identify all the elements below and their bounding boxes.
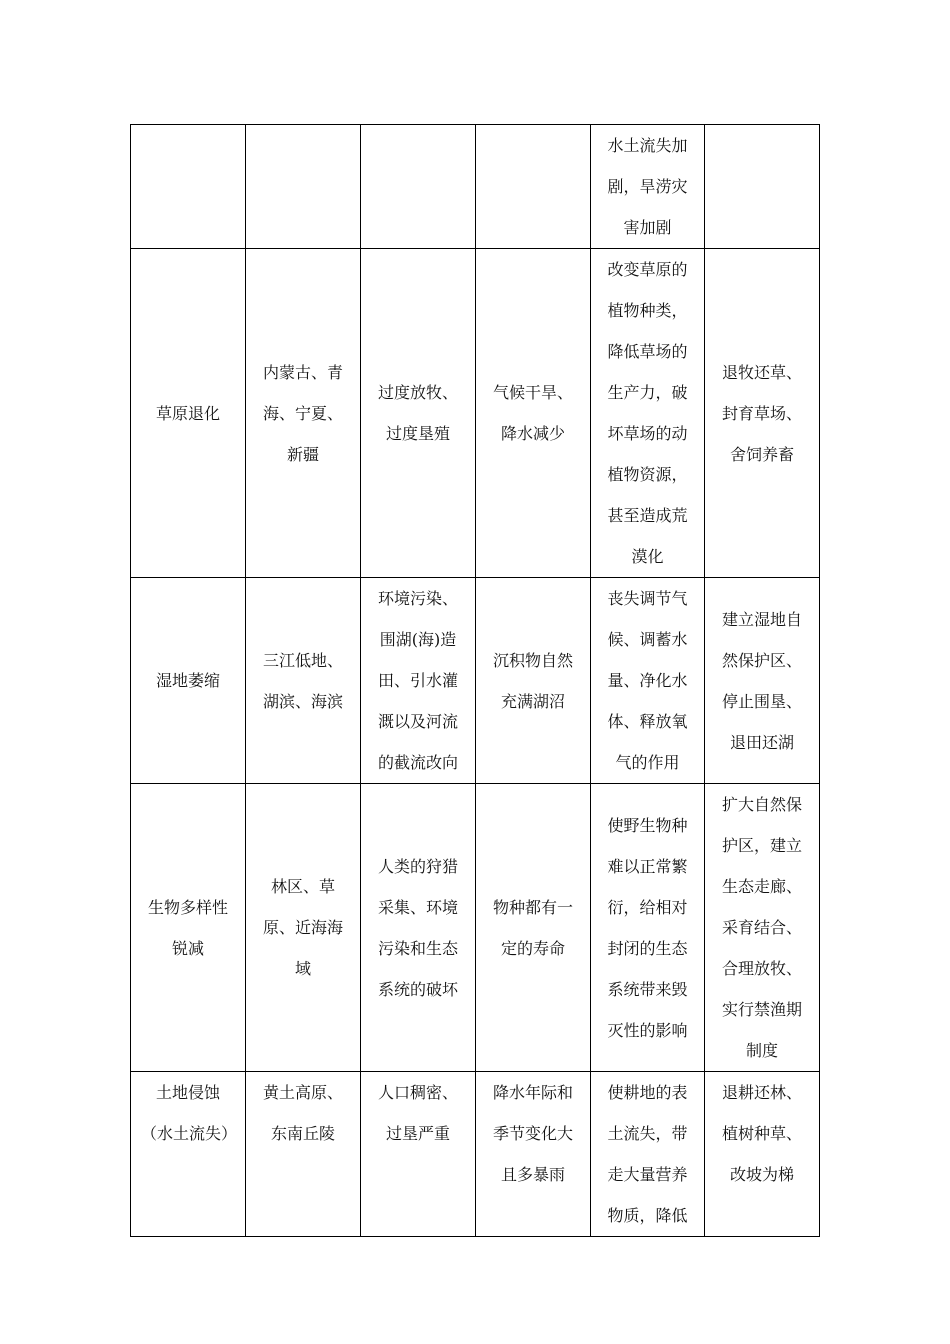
table-cell: 人类的狩猎采集、环境污染和生态系统的破坏 bbox=[361, 784, 476, 1072]
table-cell bbox=[705, 125, 820, 249]
table-cell: 内蒙古、青海、宁夏、新疆 bbox=[246, 249, 361, 578]
table-cell: 使耕地的表土流失，带走大量营养物质，降低 bbox=[591, 1072, 705, 1237]
table-cell: 人口稠密、过垦严重 bbox=[361, 1072, 476, 1237]
table-cell: 物种都有一定的寿命 bbox=[476, 784, 591, 1072]
table-cell: 使野生物种难以正常繁衍，给相对封闭的生态系统带来毁灭性的影响 bbox=[591, 784, 705, 1072]
table-cell: 降水年际和季节变化大且多暴雨 bbox=[476, 1072, 591, 1237]
table-row bbox=[131, 125, 820, 249]
table-cell: 改变草原的植物种类，降低草场的生产力，破坏草场的动植物资源，甚至造成荒漠化 bbox=[591, 249, 705, 578]
table-cell: 草原退化 bbox=[131, 249, 246, 578]
table-cell: 气候干旱、降水减少 bbox=[476, 249, 591, 578]
table-cell: 环境污染、围湖(海)造田、引水灌溉以及河流的截流改向 bbox=[361, 578, 476, 784]
table-cell: 建立湿地自然保护区、停止围垦、退田还湖 bbox=[705, 578, 820, 784]
table-cell bbox=[361, 125, 476, 249]
table-cell: 退牧还草、封育草场、舍饲养畜 bbox=[705, 249, 820, 578]
table-row bbox=[131, 249, 820, 578]
table-row bbox=[131, 784, 820, 1072]
table-cell: 三江低地、湖滨、海滨 bbox=[246, 578, 361, 784]
table-cell: 生物多样性锐减 bbox=[131, 784, 246, 1072]
table-cell: 丧失调节气候、调蓄水量、净化水体、释放氧气的作用 bbox=[591, 578, 705, 784]
table-cell: 沉积物自然充满湖沼 bbox=[476, 578, 591, 784]
table-cell bbox=[476, 125, 591, 249]
table-cell: 退耕还林、植树种草、改坡为梯 bbox=[705, 1072, 820, 1237]
table-cell bbox=[131, 125, 246, 249]
table-cell: 黄土高原、东南丘陵 bbox=[246, 1072, 361, 1237]
table-row bbox=[131, 578, 820, 784]
table-cell: 湿地萎缩 bbox=[131, 578, 246, 784]
table-cell: 水土流失加剧，旱涝灾害加剧 bbox=[591, 125, 705, 249]
table-cell bbox=[246, 125, 361, 249]
table-cell: 扩大自然保护区，建立生态走廊、采育结合、合理放牧、实行禁渔期制度 bbox=[705, 784, 820, 1072]
document-table bbox=[130, 124, 820, 1237]
table-row bbox=[131, 1072, 820, 1237]
table-cell: 过度放牧、过度垦殖 bbox=[361, 249, 476, 578]
table-cell: 林区、草原、近海海域 bbox=[246, 784, 361, 1072]
table-cell: 土地侵蚀（水土流失） bbox=[131, 1072, 246, 1237]
